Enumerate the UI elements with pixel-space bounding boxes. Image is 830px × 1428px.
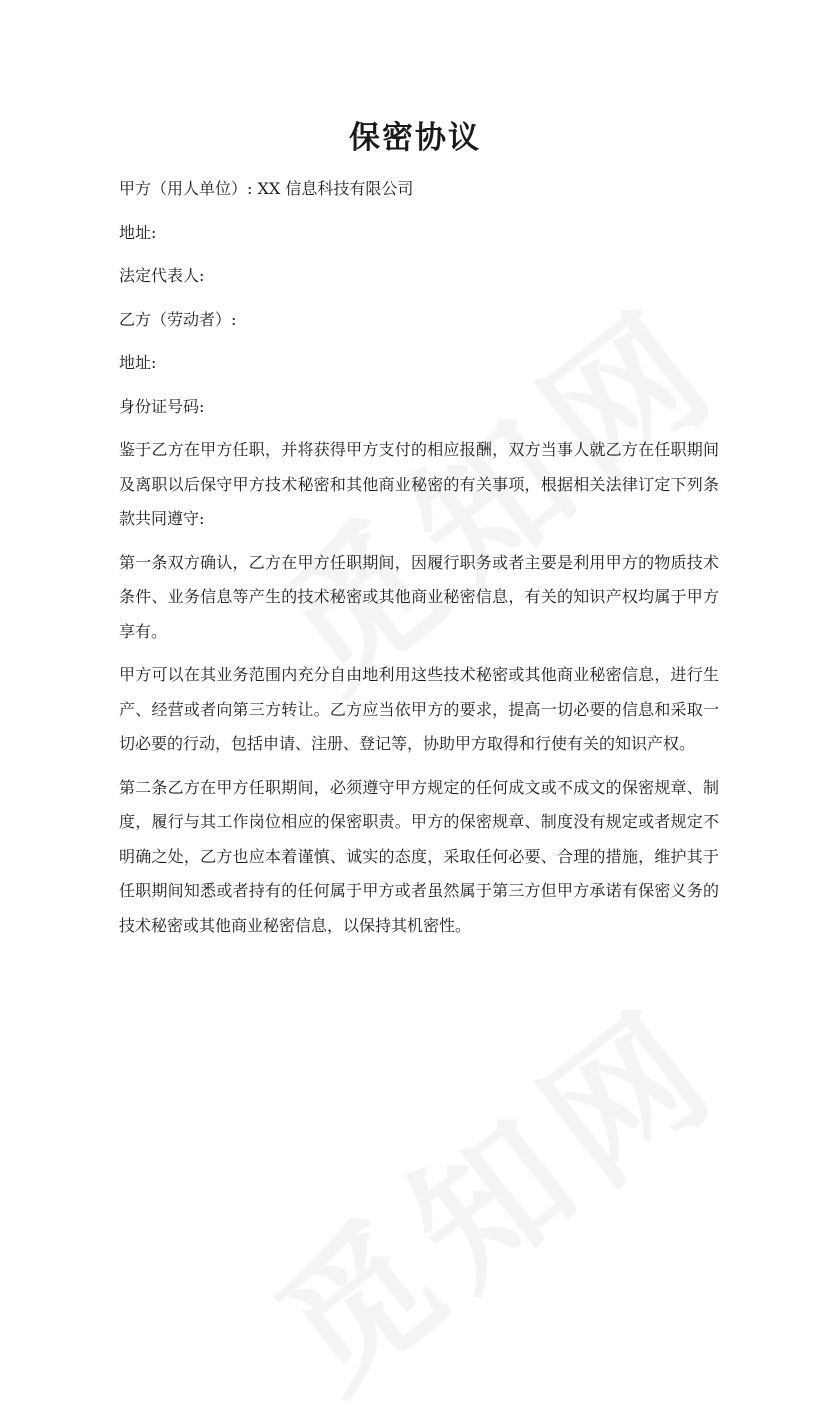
party-b-line: 乙方（劳动者）: <box>119 309 237 329</box>
id-number-line: 身份证号码: <box>119 396 205 416</box>
article-1-paragraph: 第一条双方确认，乙方在甲方任职期间，因履行职务或者主要是利用甲方的物质技术条件、业务信息等产生的技术秘密或其他商业秘密信息，有关的知识产权均属于甲方享有。 <box>119 552 719 641</box>
document-body <box>119 172 719 952</box>
document-title: 保密协议 <box>349 120 481 156</box>
party-a-line: 甲方（用人单位）: XX 信息科技有限公司 <box>119 179 414 198</box>
article-1-continued-paragraph: 甲方可以在其业务范围内充分自由地利用这些技术秘密或其他商业秘密信息，进行生产、经营或者向第三方转让。乙方应当依甲方的要求，提高一切必要的信息和采取一切必要的行动，包括申请、注册、登记等，协助甲方取得和行使有关的知识产权。 <box>119 665 719 753</box>
preamble-paragraph: 鉴于乙方在甲方任职，并将获得甲方支付的相应报酬，双方当事人就乙方在任职期间及离职以后保守甲方技术秘密和其他商业秘密的有关事项，根据相关法律订定下列条款共同遵守: <box>119 440 719 528</box>
watermark <box>227 948 757 1428</box>
party-a-address-line: 地址: <box>119 222 157 242</box>
article-2-paragraph: 第二条乙方在甲方任职期间，必须遵守甲方规定的任何成文或不成文的保密规章、制度，履行与其工作岗位相应的保密职责。甲方的保密规章、制度没有规定或者规定不明确之处，乙方也应本着谨慎、诚实的态度，采取任何必要、合理的措施，维护其于任职期间知悉或者持有的任何属于甲方或者虽然属于第三方但甲方承诺有保密义务的技术秘密或其他商业秘密信息，以保持其机密性。 <box>119 777 719 935</box>
party-b-address-line: 地址: <box>119 353 157 372</box>
legal-representative-line: 法定代表人: <box>119 266 205 285</box>
